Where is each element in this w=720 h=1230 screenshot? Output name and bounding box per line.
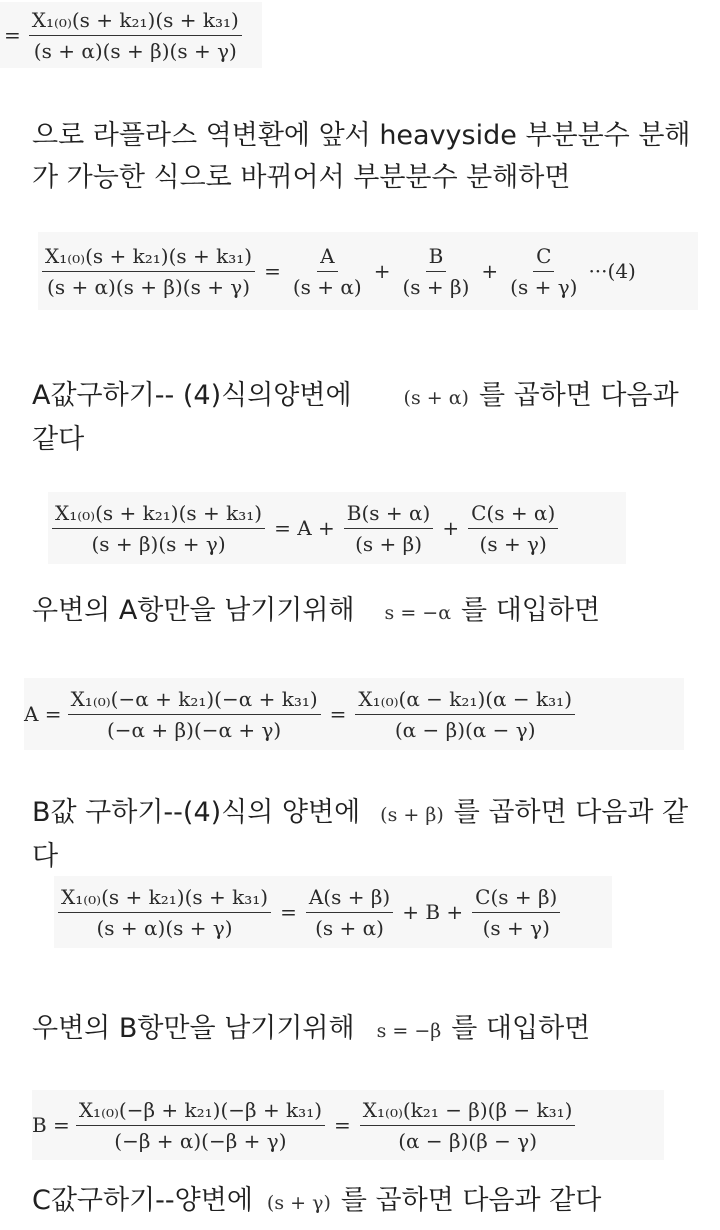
p6-text-b: 를 곱하면 다음과 같다: [340, 1185, 602, 1216]
p6-inline-math: (s + γ): [266, 1192, 331, 1214]
equation-image-0: [0, 2, 262, 68]
equation-image-2: [48, 492, 626, 564]
eq3-lhs: A =: [24, 702, 62, 726]
eq4-term-a-den: (s + α): [315, 915, 384, 940]
p4-text-b: 를 곱하면 다음과 같다: [32, 797, 689, 872]
p3-text-a: 우변의 A항만을 남기기위해: [32, 595, 355, 626]
p6-text-a: C값구하기--양변에: [32, 1185, 253, 1216]
eq1-term-b: [399, 244, 472, 299]
eq1-lhs-numerator: X₁₍₀₎(s + k₂₁)(s + k₃₁): [42, 244, 255, 272]
eq3-denominator-1: (−α + β)(−α + γ): [107, 717, 282, 742]
paragraph-substitute-b: [32, 1008, 692, 1052]
eq4-lhs-denominator: (s + α)(s + γ): [96, 915, 233, 940]
eq4-lhs-numerator: X₁₍₀₎(s + k₂₁)(s + k₃₁): [58, 885, 271, 913]
eq4-term-a-num: A(s + β): [306, 885, 393, 913]
eq1-equals: =: [264, 259, 281, 283]
p5-text-a: 우변의 B항만을 남기기위해: [32, 1013, 355, 1044]
eq2-term-b: [344, 501, 434, 556]
eq2-lhs-denominator: (s + β)(s + γ): [91, 531, 226, 556]
eq5-equals: =: [334, 1113, 351, 1137]
eq0-fraction: [29, 8, 242, 63]
equation-image-3: [24, 678, 684, 750]
p2-inline-math: (s + α): [403, 387, 469, 409]
paragraph-find-c: [32, 1180, 692, 1224]
eq3-numerator-2: X₁₍₀₎(α − k₂₁)(α − k₃₁): [355, 687, 575, 715]
eq1-term-c-den: (s + γ): [510, 274, 578, 299]
eq4-lhs-fraction: [58, 885, 271, 940]
p3-text-b: 를 대입하면: [461, 595, 601, 626]
p5-inline-math: s = −β: [376, 1020, 442, 1042]
eq1-lhs-fraction: [42, 244, 255, 299]
eq4-term-c-den: (s + γ): [482, 915, 550, 940]
eq5-denominator-2: (α − β)(β − γ): [398, 1128, 537, 1153]
paragraph-substitute-a: [32, 590, 692, 634]
eq1-lhs-denominator: (s + α)(s + β)(s + γ): [47, 274, 251, 299]
eq4-plus-b: + B +: [402, 900, 464, 924]
eq1-term-c: [507, 244, 580, 299]
paragraph-heavyside-intro: 으로 라플라스 역변환에 앞서 heavyside 부분분수 분해가 가능한 식으로 바뀌어서 부분분수 분해하면: [32, 120, 691, 193]
eq3-numerator-1: X₁₍₀₎(−α + k₂₁)(−α + k₃₁): [68, 687, 321, 715]
p5-text-b: 를 대입하면: [451, 1013, 591, 1044]
eq4-term-c: [472, 885, 560, 940]
eq2-term-c-num: C(s + α): [468, 501, 558, 529]
equation-image-5: [32, 1090, 664, 1160]
paragraph-find-b: [32, 792, 692, 878]
eq0-denominator: (s + α)(s + β)(s + γ): [33, 38, 237, 63]
p3-inline-math: s = −α: [384, 602, 452, 624]
eq2-term-b-num: B(s + α): [344, 501, 434, 529]
eq3-equals: =: [329, 702, 347, 726]
eq5-fraction-1: [76, 1098, 325, 1153]
eq3-fraction-1: [68, 687, 321, 742]
eq2-lhs-numerator: X₁₍₀₎(s + k₂₁)(s + k₃₁): [52, 501, 265, 529]
paragraph-find-a: [32, 375, 692, 461]
equation-image-4: [54, 876, 612, 948]
eq5-lhs: B =: [32, 1113, 70, 1137]
equation-image-1: [38, 232, 698, 310]
eq2-term-c-den: (s + γ): [479, 531, 547, 556]
eq4-equals: =: [280, 900, 297, 924]
eq2-term-c: [468, 501, 558, 556]
eq0-equals: =: [4, 23, 21, 47]
eq1-term-c-num: C: [533, 244, 554, 272]
p4-text-a: B값 구하기--(4)식의 양변에: [32, 797, 361, 828]
eq4-term-a: [306, 885, 393, 940]
eq5-denominator-1: (−β + α)(−β + γ): [114, 1128, 287, 1153]
eq1-term-a-num: A: [317, 244, 337, 272]
eq1-term-b-den: (s + β): [402, 274, 470, 299]
eq1-plus-1: +: [373, 259, 391, 283]
eq2-term-b-den: (s + β): [355, 531, 422, 556]
eq1-term-b-num: B: [426, 244, 447, 272]
eq5-numerator-2: X₁₍₀₎(k₂₁ − β)(β − k₃₁): [360, 1098, 576, 1126]
p2-text-b: 를 곱하면 다음과 같다: [32, 380, 679, 455]
eq5-numerator-1: X₁₍₀₎(−β + k₂₁)(−β + k₃₁): [76, 1098, 325, 1126]
eq1-term-a: [290, 244, 365, 299]
eq2-equals-a: = A +: [274, 516, 335, 540]
p4-inline-math: (s + β): [380, 804, 444, 826]
eq3-denominator-2: (α − β)(α − γ): [394, 717, 536, 742]
eq1-plus-2: +: [481, 259, 499, 283]
eq2-lhs-fraction: [52, 501, 265, 556]
p2-text-a: A값구하기-- (4)식의양변에: [32, 380, 352, 411]
eq5-fraction-2: [360, 1098, 576, 1153]
eq1-term-a-den: (s + α): [292, 274, 362, 299]
eq3-fraction-2: [355, 687, 575, 742]
eq1-label: ···(4): [588, 259, 636, 283]
eq2-plus: +: [442, 516, 460, 540]
eq0-numerator: X₁₍₀₎(s + k₂₁)(s + k₃₁): [29, 8, 242, 36]
eq4-term-c-num: C(s + β): [472, 885, 560, 913]
